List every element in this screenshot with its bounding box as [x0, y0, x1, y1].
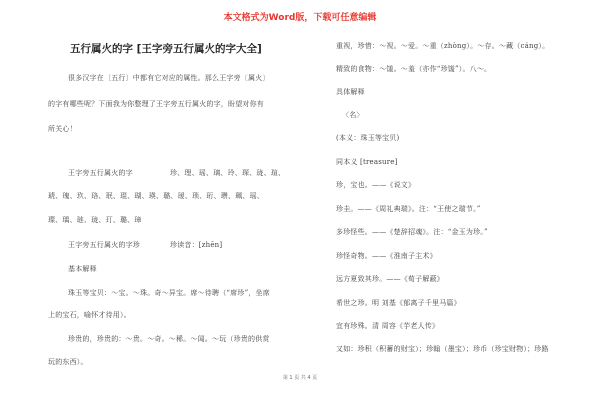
definition-line: 珍贵的，珍贵的：～贵。～奇。～稀。～闻。～玩（珍贵的供赏 [68, 335, 270, 343]
pronunciation: 珍读音：[zhēn] [170, 241, 223, 249]
char-heading: 王字旁五行属火的字珍 [68, 241, 140, 249]
definition-line: 同本义 [treasure] [336, 158, 398, 166]
list-label: 王字旁五行属火的字 [68, 169, 133, 177]
citation-line: 多珍怪些。——《楚辞招魂》。注：“金玉为珍。” [336, 228, 488, 236]
document-title: 五行属火的字 [王字旁五行属火的字大全] [70, 43, 262, 55]
page-number: 第 1 页 共 4 页 [282, 375, 318, 381]
citation-line: 珍怪奇物。——《淮南子主术》 [336, 252, 437, 260]
citation-line: 珍，宝也。——《说文》 [336, 181, 416, 189]
citation-line: 远方夏致其珍。——《荀子解蔽》 [336, 275, 444, 283]
intro-line: 的字有哪些呢？下面我为你整理了王字旁五行属火的字，盼望对你有 [48, 100, 264, 108]
definition-line: 重视，珍惜：～视。～爱。～重（zhòng）。～存。～藏（cáng）。 [336, 42, 550, 50]
char-list-line: 璨、瑀、琏、珑、玎、璐、璋 [48, 216, 142, 224]
format-banner: 本文格式为Word版，下载可任意编辑 [223, 13, 377, 23]
definition-line: 上的宝石，喻怀才待用）。 [48, 311, 131, 319]
intro-line: 很多汉字在〔五行〕中都有它对应的属性。那么王字旁〔属火〕 [68, 74, 270, 82]
char-list-line: 珍、理、瑶、璃、玲、琛、珑、瑄、 [170, 169, 286, 177]
section-heading: 具体解释 [336, 88, 365, 96]
citation-line: 希世之珍。明 刘基《郁离子千里马篇》 [336, 299, 461, 307]
definition-line: 玩的东西）。 [48, 358, 88, 366]
definition-line: 又如：珍积（积蓄的财宝）；珍翰（墨宝）；珍币（珍宝财物）；珍路 [336, 345, 549, 353]
char-list-line: 琥、瑰、玖、珞、珉、琨、瑚、瑛、璐、瑷、琐、珩、瓒、珮、瑶、 [48, 192, 264, 200]
part-of-speech: 〈名〉 [342, 111, 364, 119]
citation-line: 珍圭。——《周礼典瑞》。注：“王使之瑞节。” [336, 205, 481, 213]
definition-line: 精致的食物：～馐。～羞（亦作“珍馐”）。八～。 [336, 65, 492, 73]
intro-line: 所关心！ [48, 125, 77, 133]
definition-line: (本义：珠玉等宝贝) [336, 134, 400, 142]
section-heading: 基本解释 [68, 265, 97, 273]
definition-line: 珠玉等宝贝：～宝。～珠。奇～异宝。席～待聘（“席珍”，坐席 [68, 289, 270, 297]
citation-line: 宜有珍殊。清 周容《芋老人传》 [336, 322, 440, 330]
